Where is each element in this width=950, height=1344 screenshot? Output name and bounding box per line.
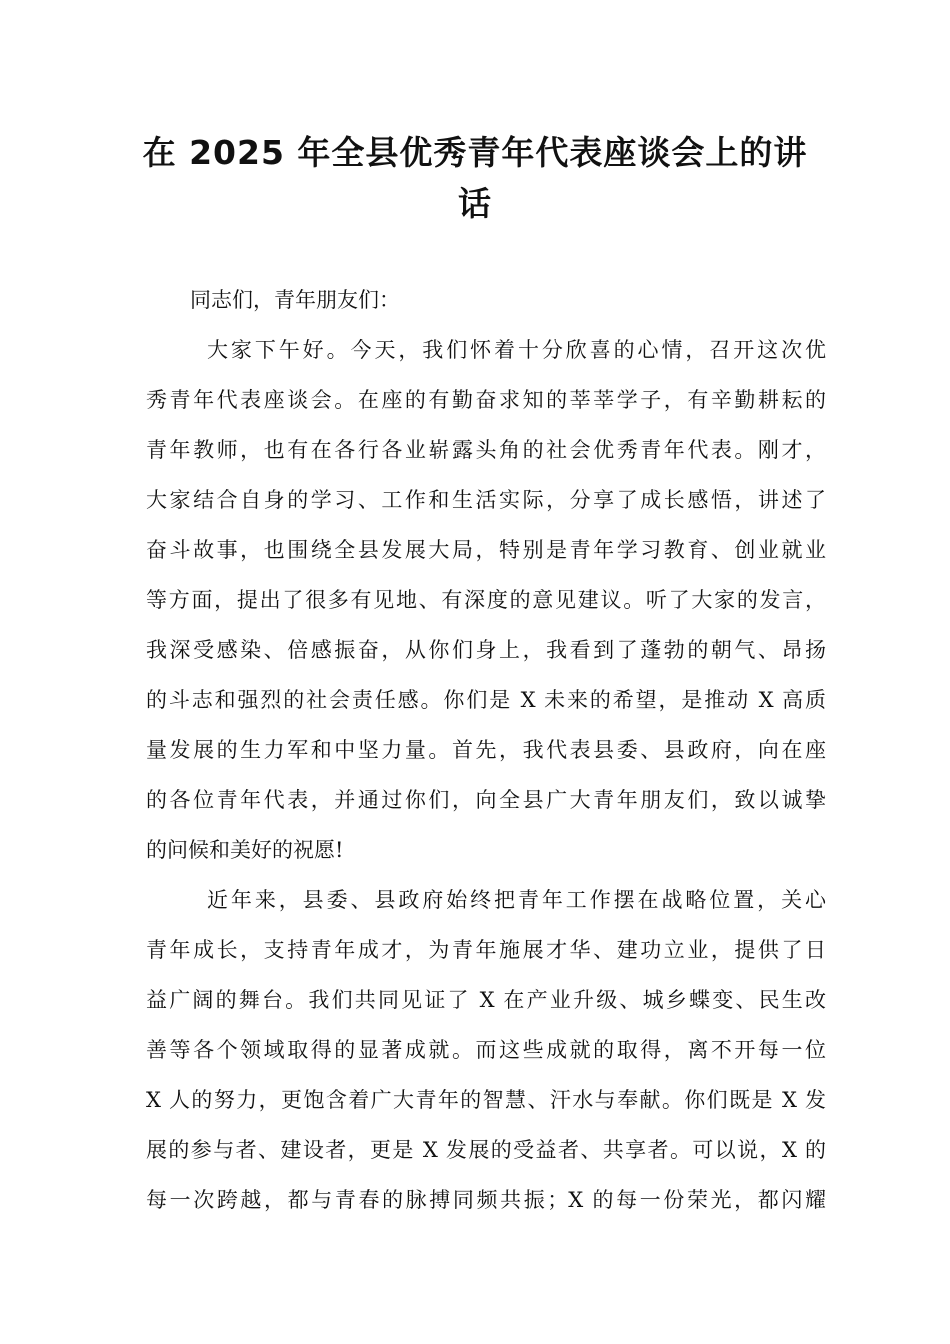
paragraph-2-line: 益广阔的舞台。我们共同见证了 X 在产业升级、城乡蝶变、民生改 (146, 988, 826, 1012)
paragraph-1-line: 奋斗故事，也围绕全县发展大局，特别是青年学习教育、创业就业 (146, 538, 826, 562)
paragraph-1-line: 青年教师，也有在各行各业崭露头角的社会优秀青年代表。刚才， (146, 438, 826, 462)
paragraph-2-line: 青年成长，支持青年成才，为青年施展才华、建功立业，提供了日 (146, 938, 826, 962)
paragraph-2-line: 近年来，县委、县政府始终把青年工作摆在战略位置，关心 (207, 888, 826, 912)
paragraph-1-line: 大家下午好。今天，我们怀着十分欣喜的心情，召开这次优 (207, 338, 826, 362)
paragraph-2-line: 展的参与者、建设者，更是 X 发展的受益者、共享者。可以说，X 的 (146, 1138, 826, 1162)
paragraph-1-line: 大家结合自身的学习、工作和生活实际，分享了成长感悟，讲述了 (146, 488, 826, 512)
paragraph-1-line: 的斗志和强烈的社会责任感。你们是 X 未来的希望，是推动 X 高质 (146, 688, 826, 712)
paragraph-1-line: 量发展的生力军和中坚力量。首先，我代表县委、县政府，向在座 (146, 738, 826, 762)
salutation: 同志们，青年朋友们： (190, 288, 400, 312)
paragraph-2-line: 善等各个领域取得的显著成就。而这些成就的取得，离不开每一位 (146, 1038, 826, 1062)
paragraph-2-line: X 人的努力，更饱含着广大青年的智慧、汗水与奉献。你们既是 X 发 (146, 1088, 826, 1112)
paragraph-1-line: 我深受感染、倍感振奋，从你们身上，我看到了蓬勃的朝气、昂扬 (146, 638, 826, 662)
document-title-line-2: 话 (458, 184, 492, 223)
paragraph-1-line: 秀青年代表座谈会。在座的有勤奋求知的莘莘学子，有辛勤耕耘的 (146, 388, 826, 412)
paragraph-1-line: 的各位青年代表，并通过你们，向全县广大青年朋友们，致以诚挚 (146, 788, 826, 812)
paragraph-2-line: 每一次跨越，都与青春的脉搏同频共振；X 的每一份荣光，都闪耀 (146, 1188, 826, 1212)
document-title-line-1: 在 2025 年全县优秀青年代表座谈会上的讲 (142, 133, 808, 172)
paragraph-1-line: 等方面，提出了很多有见地、有深度的意见建议。听了大家的发言， (146, 588, 826, 612)
paragraph-1-line: 的问候和美好的祝愿! (146, 838, 344, 862)
